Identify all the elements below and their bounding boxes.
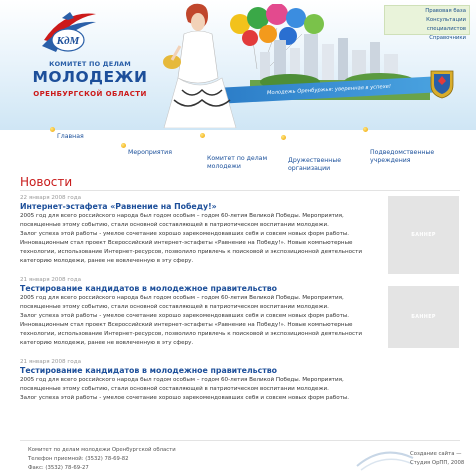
page-title: Новости: [20, 175, 73, 189]
banner-label: БАННЕР: [411, 314, 436, 320]
footer-phone: Телефон приемной: (3532) 78-69-82: [28, 455, 129, 462]
main-navigation: [0, 128, 476, 172]
committee-logo: [40, 10, 100, 60]
nav-item-events[interactable]: [128, 149, 172, 157]
news-date: 22 января 2008 года: [20, 195, 82, 201]
quick-links-box: [384, 5, 470, 41]
footer-contacts: [28, 446, 176, 472]
news-paragraph: Инновационным стал проект Всероссийский интернет-эстафеты «Равнение на Победу!». Новые компьютерные технологии, использование Интернет-ресурсов, позволило привлечь к поисковой и экспозиционной деятельности категорию молодежи, ранее не вовлеченную в эту сферу.: [20, 240, 363, 264]
nav-item-label: Дружественные организации: [288, 157, 342, 172]
nav-item-label: Мероприятия: [128, 149, 172, 156]
org-name-top: КОМИТЕТ ПО ДЕЛАМ: [49, 60, 131, 68]
news-paragraph: Залог успеха этой работы - умелое сочетание хорошо зарекомендовавших себя и совсем новых форм работы.: [20, 231, 350, 237]
footer-credit-line: Создание сайта —: [410, 451, 462, 457]
nav-item-committee[interactable]: [207, 139, 267, 171]
studio-link[interactable]: Студия ОрПП, 2008: [410, 459, 465, 466]
news-item: [20, 194, 380, 266]
bullet-icon: [121, 143, 126, 148]
banner-placeholder[interactable]: [388, 196, 459, 274]
link-reference-books[interactable]: Справочники: [429, 35, 466, 41]
news-title-link[interactable]: Интернет-эстафета «Равнение на Победу!»: [20, 202, 217, 211]
banner-placeholder[interactable]: [388, 286, 459, 348]
org-name-main: МОЛОДЕЖИ: [32, 68, 148, 86]
footer-org-name: Комитет по делам молодежи Оренбургской области: [28, 447, 176, 453]
regional-crest-icon: [429, 67, 455, 99]
link-legal-base[interactable]: Правовая база: [425, 8, 466, 14]
news-item: [20, 276, 380, 348]
nav-item-subordinate-institutions[interactable]: [370, 133, 434, 165]
news-date: 21 января 2008 года: [20, 277, 82, 283]
news-paragraph: Залог успеха этой работы - умелое сочетание хорошо зарекомендовавших себя и совсем новых форм работы.: [20, 395, 350, 401]
news-date: 21 января 2008 года: [20, 359, 82, 365]
org-name-region: ОРЕНБУРГСКОЙ ОБЛАСТИ: [33, 90, 147, 98]
news-title-link[interactable]: Тестирование кандидатов в молодежное правительство: [20, 366, 278, 375]
bullet-icon: [50, 127, 55, 132]
slogan-ribbon: Молодежь Оренбуржья: уверенная в успехе!: [214, 76, 445, 104]
bullet-icon: [200, 133, 205, 138]
footer-credit: [410, 450, 472, 468]
banner-label: БАННЕР: [411, 232, 436, 238]
news-paragraph: Залог успеха этой работы - умелое сочетание хорошо зарекомендовавших себя и совсем новых форм работы.: [20, 313, 350, 319]
nav-item-label: Комитет по делам молодежи: [207, 155, 268, 170]
news-item: [20, 358, 380, 403]
news-paragraph: 2005 год для всего российского народа был годом особым – годом 60-летия Великой Победы. Мероприятия, посвященные этому событию, стали основной составляющей в патриотическом воспитании молодежи.: [20, 295, 344, 310]
news-paragraph: 2005 год для всего российского народа был годом особым – годом 60-летия Великой Победы. Мероприятия, посвященные этому событию, стали основной составляющей в патриотическом воспитании молодежи.: [20, 377, 344, 392]
bullet-icon: [281, 135, 286, 140]
nav-item-friendly-orgs[interactable]: [288, 141, 341, 173]
nav-item-label: Подведомственные учреждения: [370, 149, 435, 164]
news-title-link[interactable]: Тестирование кандидатов в молодежное правительство: [20, 284, 278, 293]
girl-with-mask-illustration: [150, 0, 240, 128]
divider: [20, 190, 460, 191]
news-paragraph: 2005 год для всего российского народа был годом особым – годом 60-летия Великой Победы. Мероприятия, посвященные этому событию, стали основной составляющей в патриотическом воспитании молодежи.: [20, 213, 344, 228]
footer-fax: Факс: (3532) 78-69-27: [28, 464, 89, 471]
footer-swoosh-decoration: [355, 446, 415, 472]
nav-item-label: Главная: [57, 133, 84, 140]
footer-divider: [20, 440, 460, 441]
news-paragraph: Инновационным стал проект Всероссийский интернет-эстафеты «Равнение на Победу!». Новые компьютерные технологии, использование Интернет-ресурсов, позволило привлечь к поисковой и экспозиционной деятельности категорию молодежи, ранее не вовлеченную в эту сферу.: [20, 322, 363, 346]
nav-item-home[interactable]: [57, 133, 84, 141]
link-specialist-consultations[interactable]: Консультации специалистов: [426, 17, 466, 32]
bullet-icon: [363, 127, 368, 132]
header-banner: [0, 0, 476, 130]
svg-text:КдМ: КдМ: [56, 35, 80, 47]
